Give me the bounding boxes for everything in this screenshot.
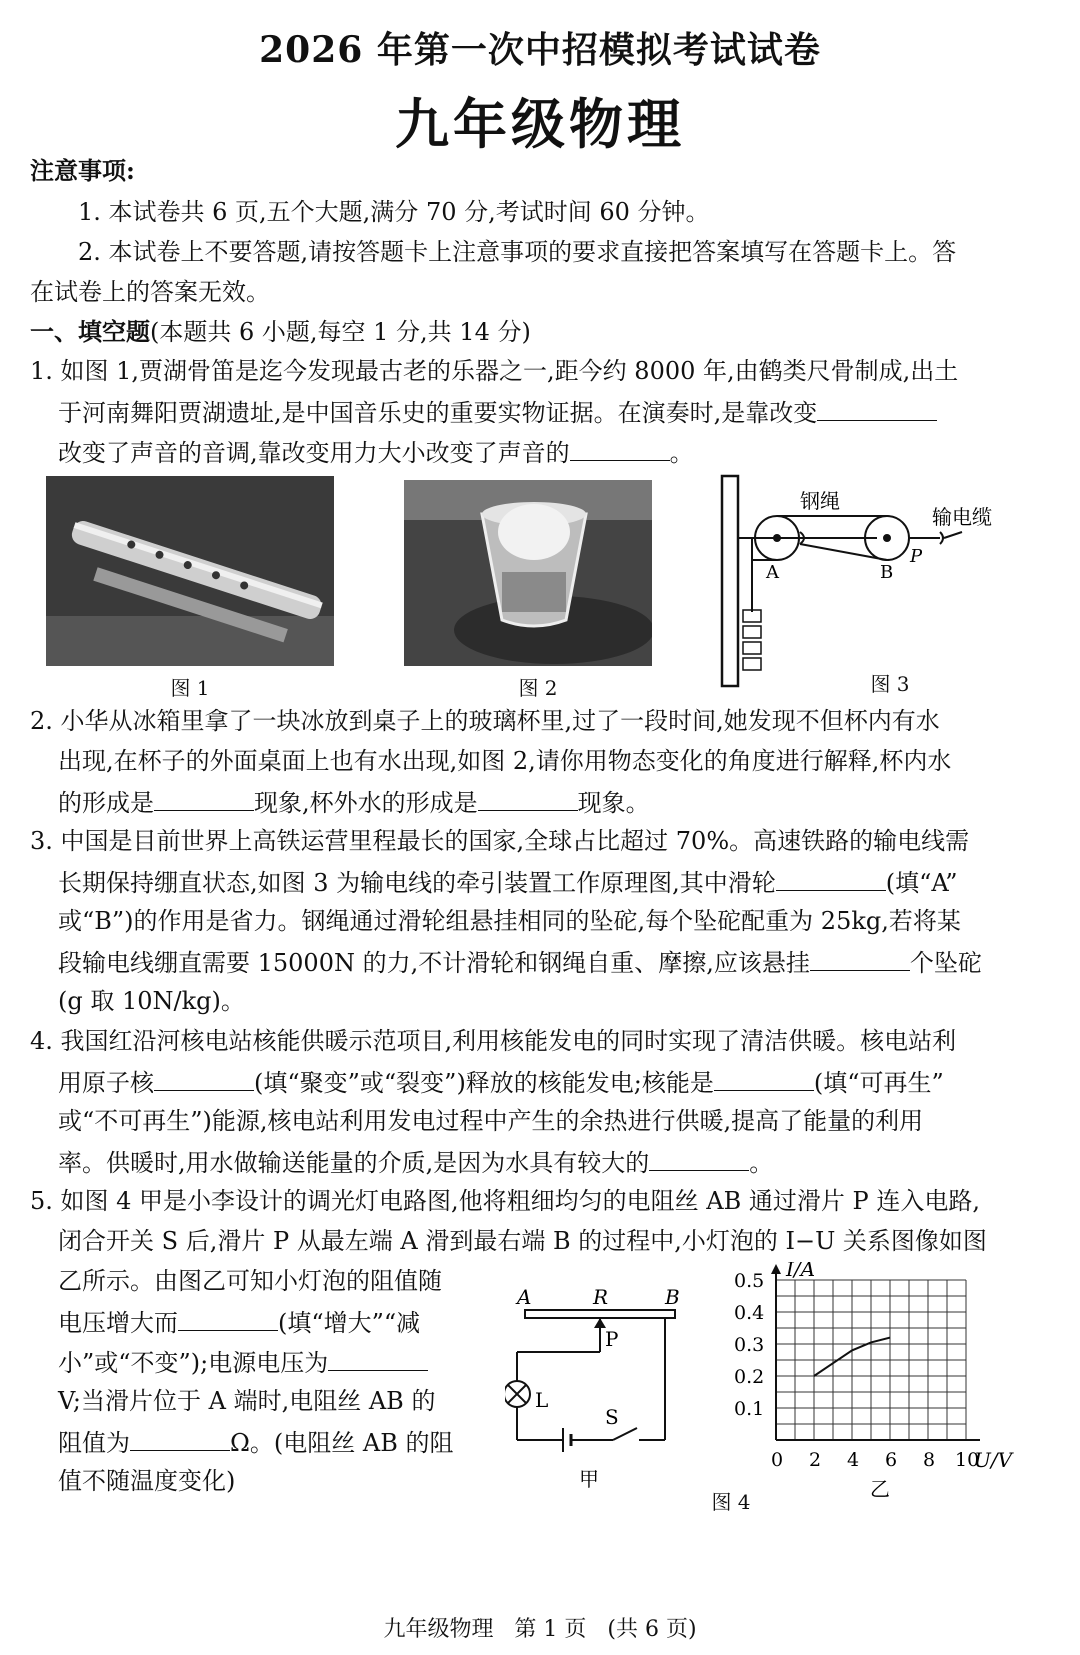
circuit-label-a: A	[517, 1285, 532, 1309]
q5-line-8: 值不随温度变化)	[58, 1467, 236, 1495]
q4-blank-2	[714, 1062, 814, 1091]
wall-pole	[722, 476, 738, 686]
page-footer: 九年级物理 第 1 页 (共 6 页)	[383, 1617, 697, 1642]
q5-blank-3	[130, 1422, 230, 1451]
q4-blank-3	[649, 1142, 749, 1171]
chart-axes	[771, 1264, 980, 1440]
x-tick-label: 6	[885, 1449, 898, 1471]
q5-line-2: 闭合开关 S 后,滑片 P 从最左端 A 滑到最右端 B 的过程中,小灯泡的 I−U 关系图像如图	[58, 1227, 987, 1255]
subject-title: 九年级物理	[395, 92, 685, 156]
label-p: P	[910, 546, 923, 567]
circuit-label-r: R	[593, 1285, 609, 1309]
x-tick-label: 8	[923, 1449, 936, 1471]
label-rope: 钢绳	[800, 489, 840, 513]
y-axis-label: I/A	[786, 1262, 816, 1281]
y-tick-label: 0.5	[734, 1270, 765, 1292]
x-axis-label: U/V	[974, 1448, 1013, 1472]
y-tick-label: 0.4	[734, 1302, 765, 1324]
figure-1-photo	[46, 476, 334, 666]
q5-line-6: V;当滑片位于 A 端时,电阻丝 AB 的	[58, 1387, 436, 1415]
q1-blank-2	[570, 432, 670, 461]
label-cable: 输电缆	[932, 505, 992, 529]
circuit-label-s: S	[605, 1405, 619, 1429]
weight-4	[743, 658, 761, 670]
circuit-diagram	[505, 1282, 695, 1492]
chart-sub-caption: 乙	[870, 1477, 890, 1501]
figure-4-caption: 图 4	[711, 1490, 751, 1514]
x-tick-label: 0	[771, 1449, 784, 1471]
notice-heading: 注意事项:	[30, 156, 135, 185]
x-tick-label: 10	[955, 1449, 980, 1471]
q2-line-3: 的形成是 现象,杯外水的形成是 现象。	[58, 782, 1080, 822]
figure-1-caption: 图 1	[170, 676, 210, 700]
label-b: B	[880, 562, 894, 583]
q4-line-4: 率。供暖时,用水做输送能量的介质,是因为水具有较大的 。	[58, 1142, 1080, 1182]
q4-line-2: 用原子核 (填“聚变”或“裂变”)释放的核能发电;核能是 (填“可再生”	[58, 1062, 1080, 1102]
exam-title: 2026 年第一次中招模拟考试试卷	[259, 29, 821, 71]
q3-line-2: 长期保持绷直状态,如图 3 为输电线的牵引装置工作原理图,其中滑轮 (填“A”	[58, 862, 1080, 902]
weight-2	[743, 626, 761, 638]
q1-line-2: 于河南舞阳贾湖遗址,是中国音乐史的重要实物证据。在演奏时,是靠改变	[58, 392, 1080, 432]
x-tick-label: 4	[847, 1449, 860, 1471]
switch-s	[613, 1428, 637, 1440]
weight-3	[743, 642, 761, 654]
resistance-wire-ab	[525, 1310, 675, 1318]
ice-glass-image	[404, 480, 652, 666]
q3-blank-1	[776, 862, 886, 891]
bone-flute-image	[46, 476, 334, 666]
q1-line-3: 改变了声音的音调,靠改变用力大小改变了声音的 。	[58, 432, 1080, 472]
q3-line-1: 3. 中国是目前世界上高铁运营里程最长的国家,全球占比超过 70%。高速铁路的输电线需	[30, 827, 970, 855]
figure-2-caption: 图 2	[518, 676, 558, 700]
notice-item-2: 2. 本试卷上不要答题,请按答题卡上注意事项的要求直接把答案填写在答题卡上。答	[78, 238, 957, 266]
q4-line-1: 4. 我国红沿河核电站核能供暖示范项目,利用核能发电的同时实现了清洁供暖。核电站利	[30, 1027, 957, 1055]
x-tick-label: 2	[809, 1449, 822, 1471]
q3-line-3: 或“B”)的作用是省力。钢绳通过滑轮组悬挂相同的坠砣,每个坠砣配重为 25kg,若将某	[58, 907, 961, 935]
y-axis-arrow	[771, 1264, 781, 1274]
section-info: (本题共 6 小题,每空 1 分,共 14 分)	[150, 318, 531, 346]
label-a: A	[766, 562, 779, 583]
q2-line-2: 出现,在杯子的外面桌面上也有水出现,如图 2,请你用物态变化的角度进行解释,杯内水	[58, 747, 952, 775]
circuit-caption: 甲	[579, 1467, 599, 1491]
q5-line-3: 乙所示。由图乙可知小灯泡的阻值随	[58, 1267, 442, 1295]
q4-blank-1	[154, 1062, 254, 1091]
q4-line-3: 或“不可再生”)能源,核电站利用发电过程中产生的余热进行供暖,提高了能量的利用	[58, 1107, 924, 1135]
q2-line-1: 2. 小华从冰箱里拿了一块冰放到桌子上的玻璃杯里,过了一段时间,她发现不但杯内有水	[30, 707, 940, 735]
circuit-label-l: L	[535, 1388, 549, 1412]
iu-chart	[730, 1262, 1050, 1527]
q5-line-5: 小”或“不变”);电源电压为	[58, 1342, 488, 1382]
q5-line-7: 阻值为 Ω。(电阻丝 AB 的阻	[58, 1422, 488, 1462]
figure-2-photo	[404, 480, 652, 666]
q3-line-5: (g 取 10N/kg)。	[58, 987, 245, 1015]
circuit-label-p: P	[605, 1327, 619, 1351]
q3-blank-2	[810, 942, 910, 971]
q1-line-1: 1. 如图 1,贾湖骨笛是迄今发现最古老的乐器之一,距今约 8000 年,由鹤类尺骨制成,出土	[30, 357, 959, 385]
q1-blank-1	[817, 392, 937, 421]
q2-blank-1	[154, 782, 254, 811]
q5-blank-1	[178, 1302, 278, 1331]
notice-item-2-cont: 在试卷上的答案无效。	[30, 278, 270, 306]
notice-item-1: 1. 本试卷共 6 页,五个大题,满分 70 分,考试时间 60 分钟。	[78, 198, 710, 226]
q3-line-4: 段输电线绷直需要 15000N 的力,不计滑轮和钢绳自重、摩擦,应该悬挂 个坠砣	[58, 942, 1080, 982]
q5-line-1: 5. 如图 4 甲是小李设计的调光灯电路图,他将粗细均匀的电阻丝 AB 通过滑片 P 连入电路,	[30, 1187, 980, 1215]
q5-blank-2	[328, 1342, 428, 1371]
section-title: 一、填空题	[30, 317, 150, 346]
chart-grid	[776, 1280, 966, 1440]
circuit-label-b: B	[665, 1285, 680, 1309]
q5-line-4: 电压增大而 (填“增大”“减	[58, 1302, 488, 1342]
y-tick-label: 0.3	[734, 1334, 765, 1356]
figure-3-caption: 图 3	[870, 672, 910, 696]
section-heading	[30, 313, 1060, 351]
y-tick-label: 0.1	[734, 1398, 765, 1420]
y-tick-label: 0.2	[734, 1366, 765, 1388]
q2-blank-2	[478, 782, 578, 811]
